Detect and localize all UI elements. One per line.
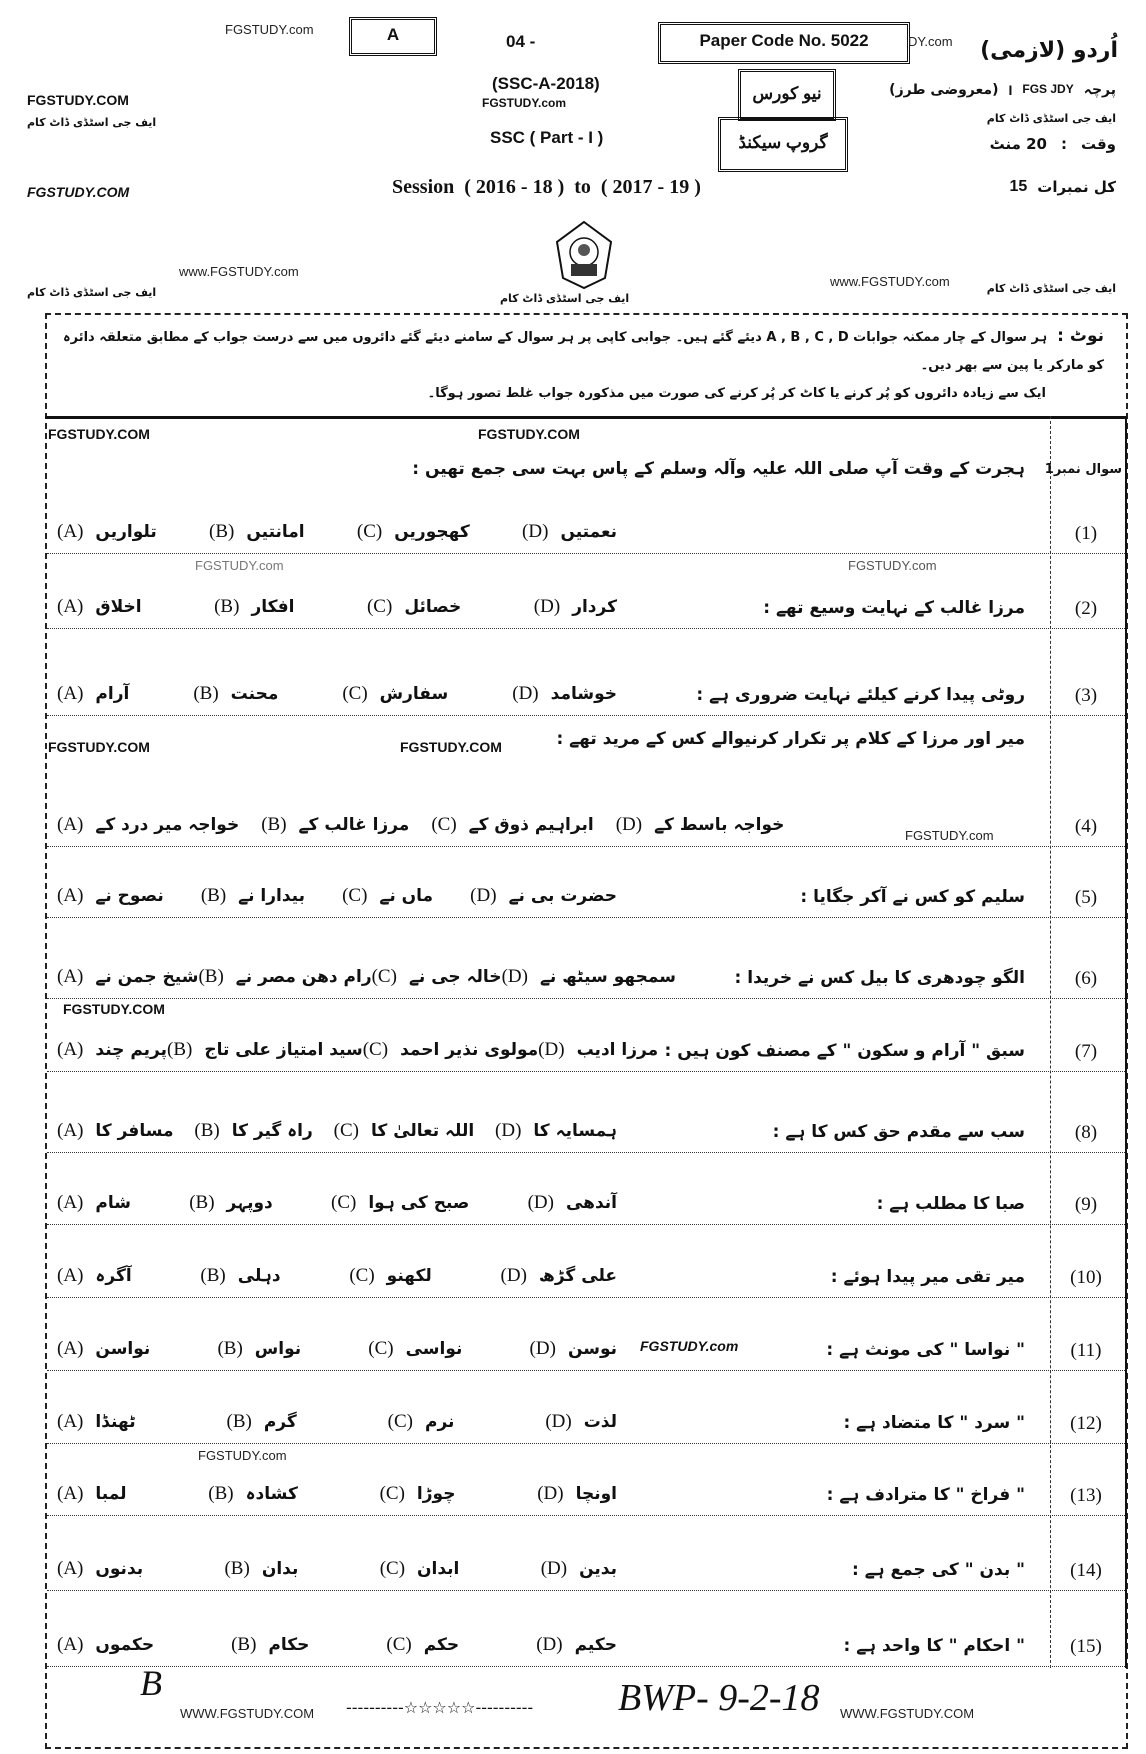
- option-c: [349, 1265, 431, 1287]
- options: [57, 1265, 617, 1287]
- option-text: بدنوں: [95, 1559, 144, 1579]
- option-letter: (C): [368, 1338, 394, 1359]
- option-text: حکیم: [574, 1635, 617, 1655]
- option-text: دوپہر: [226, 1193, 273, 1213]
- option-a: [57, 1634, 154, 1656]
- option-text: نواسی: [405, 1339, 463, 1359]
- option-text: پریم چند: [95, 1040, 167, 1060]
- option-b: [224, 1558, 298, 1580]
- watermark: FGSTUDY.com: [848, 558, 937, 573]
- option-letter: (C): [342, 683, 368, 704]
- option-b: [189, 1192, 273, 1214]
- option-letter: (A): [57, 1192, 84, 1213]
- watermark: FGSTUDY.com: [482, 96, 567, 110]
- watermark: ایف جی اسٹڈی ڈاٹ کام: [27, 286, 157, 299]
- option-text: ابدان: [417, 1559, 460, 1579]
- option-b: [214, 596, 294, 618]
- option-text: ابراہیم ذوق کے: [468, 815, 594, 835]
- option-c: [388, 1411, 455, 1433]
- option-text: خصائل: [404, 597, 462, 617]
- option-letter: (A): [57, 885, 84, 906]
- option-a: [57, 1338, 150, 1360]
- option-letter: (B): [226, 1411, 252, 1432]
- option-letter: (D): [527, 1192, 554, 1213]
- option-letter: (C): [356, 521, 383, 542]
- options: [57, 814, 877, 836]
- option-c: [372, 966, 502, 988]
- option-text: شام: [95, 1193, 131, 1213]
- question-row: [47, 629, 1125, 716]
- option-text: سفارش: [379, 684, 449, 704]
- option-text: نواس: [254, 1339, 302, 1359]
- watermark: FGSTUDY.com: [225, 22, 314, 37]
- option-a: [57, 1558, 143, 1580]
- option-b: [208, 1483, 298, 1505]
- option-d: [528, 1192, 617, 1214]
- option-letter: (C): [366, 596, 393, 617]
- option-letter: (D): [540, 1558, 568, 1579]
- note-label: نوٹ :: [1057, 326, 1104, 346]
- marks-label: کل نمبرات: [1037, 178, 1116, 196]
- course-box: نیو کورس: [738, 69, 836, 121]
- option-letter: (B): [214, 596, 240, 617]
- handwritten-code: BWP- 9-2-18: [618, 1677, 820, 1719]
- paper-label: پرچہ: [1083, 82, 1116, 98]
- question-text: " بدن " کی جمع ہے :: [851, 1560, 1025, 1580]
- level-label: SSC ( Part - I ): [490, 128, 604, 147]
- watermark: FGSTUDY.COM: [48, 426, 150, 442]
- question-text: مرزا غالب کے نہایت وسیع تھے :: [763, 598, 1025, 618]
- option-d: [616, 814, 785, 836]
- option-text: چوڑا: [416, 1484, 456, 1504]
- watermark: ایف جی اسٹڈی ڈاٹ کام: [500, 292, 630, 305]
- option-text: نواسن: [95, 1339, 151, 1359]
- option-letter: (A): [57, 1265, 84, 1286]
- option-b: [200, 1265, 280, 1287]
- option-b: [227, 1411, 297, 1433]
- question-text: سب سے مقدم حق کس کا ہے :: [772, 1122, 1025, 1142]
- option-text: خالہ جی نے: [408, 967, 502, 987]
- question-text: " احکام " کا واحد ہے :: [843, 1636, 1025, 1656]
- option-letter: (D): [533, 596, 561, 617]
- exam-code: (SSC-A-2018): [492, 74, 600, 93]
- options: [57, 1039, 659, 1061]
- watermark: WWW.FGSTUDY.COM: [840, 1706, 975, 1721]
- option-text: حکام: [268, 1635, 310, 1655]
- options: [57, 1483, 617, 1505]
- stars-separator: ----------☆☆☆☆☆----------: [346, 1698, 534, 1717]
- option-text: لکھنو: [386, 1266, 432, 1286]
- watermark: FGSTUDY.com: [640, 1338, 739, 1354]
- watermark: www.FGSTUDY.com: [830, 274, 950, 289]
- option-letter: (C): [349, 1265, 375, 1286]
- option-d: [536, 1634, 617, 1656]
- option-text: ہمسایہ کا: [533, 1121, 617, 1141]
- option-letter: (B): [200, 1265, 226, 1286]
- question-row: [47, 1591, 1125, 1667]
- options: [57, 1558, 617, 1580]
- option-text: آندھی: [565, 1193, 617, 1213]
- question-number: (14): [1070, 1560, 1102, 1581]
- question-number: (11): [1070, 1340, 1102, 1361]
- option-letter: (D): [529, 1338, 556, 1359]
- option-a: [57, 596, 142, 618]
- option-letter: (B): [167, 1039, 193, 1060]
- paper-version-box: A: [349, 17, 437, 56]
- option-c: [331, 1192, 469, 1214]
- option-letter: (A): [57, 814, 84, 835]
- question-text: میر تقی میر پیدا ہوئے :: [830, 1267, 1025, 1287]
- option-text: کشادہ: [245, 1484, 298, 1504]
- option-b: [201, 885, 305, 907]
- option-letter: (B): [208, 1483, 234, 1504]
- option-letter: (C): [342, 885, 368, 906]
- watermark: FGSTUDY.COM: [27, 92, 129, 108]
- options: [57, 683, 617, 705]
- option-text: مولوی نذیر احمد: [400, 1040, 539, 1060]
- options: [57, 1338, 617, 1360]
- note-line-1: ہر سوال کے چار ممکنہ جوابات A , B , C , D دیئے گئے ہیں۔ جوابی کاپی پر ہر سوال کے سامنے دیئے گئے دائروں میں سے درست جواب کے مطابق متعلقہ دائرہ کو مارکر یا پین سے بھر دیں۔: [63, 330, 1104, 373]
- option-letter: (A): [57, 966, 84, 987]
- question-text: " نواسا " کی مونث ہے :: [826, 1340, 1025, 1360]
- option-letter: (D): [538, 1039, 565, 1060]
- option-text: تلواریں: [95, 522, 157, 542]
- option-letter: (D): [545, 1411, 572, 1432]
- question-number: (6): [1074, 968, 1098, 989]
- option-letter: (A): [57, 1483, 84, 1504]
- option-letter: (C): [333, 1120, 359, 1141]
- question-number: (7): [1074, 1041, 1098, 1062]
- question-number: (2): [1074, 598, 1098, 619]
- option-a: [57, 814, 239, 836]
- question-text: الگو چودھری کا بیل کس نے خریدا :: [734, 968, 1025, 988]
- option-letter: (B): [200, 885, 227, 906]
- option-d: [512, 683, 617, 705]
- option-b: [209, 521, 305, 543]
- option-letter: (A): [57, 1039, 84, 1060]
- option-text: لذت: [583, 1412, 617, 1432]
- option-letter: (C): [379, 1483, 405, 1504]
- option-d: [534, 596, 617, 618]
- option-text: خواجہ باسط کے: [654, 815, 785, 835]
- question-number: (8): [1074, 1122, 1098, 1143]
- option-b: [167, 1039, 363, 1061]
- option-d: [501, 1265, 617, 1287]
- option-text: سید امتیاز علی تاج: [204, 1040, 363, 1060]
- question-number: (3): [1074, 685, 1098, 706]
- watermark: FGSTUDY.com: [198, 1448, 287, 1463]
- option-text: مرزا ادیب: [576, 1040, 659, 1060]
- question-text: صبا کا مطلب ہے :: [876, 1194, 1025, 1214]
- question-row: [47, 1072, 1125, 1153]
- option-c: [342, 683, 448, 705]
- option-text: افکار: [251, 597, 295, 617]
- option-text: گرم: [263, 1412, 297, 1432]
- paper-info: [889, 82, 1116, 98]
- question-text: سبق " آرام و سکون " کے مصنف کون ہیں :: [664, 1041, 1025, 1061]
- option-d: [495, 1120, 617, 1142]
- session-line: Session ( 2016 - 18 ) to ( 2017 - 19 ): [392, 176, 701, 198]
- subject-title: اُردو (لازمی): [980, 38, 1118, 63]
- option-letter: (D): [470, 885, 497, 906]
- watermark: FGSTUDY.COM: [400, 739, 502, 755]
- question-row: [47, 847, 1125, 918]
- option-a: [57, 1192, 131, 1214]
- option-a: [57, 1265, 132, 1287]
- marks-value: 15: [1009, 178, 1028, 195]
- option-d: [537, 1483, 617, 1505]
- option-d: [470, 885, 617, 907]
- option-text: مرزا غالب کے: [298, 815, 410, 835]
- option-text: دہلی: [237, 1266, 281, 1286]
- watermark: FGS JDY: [1022, 82, 1074, 96]
- option-letter: (B): [193, 683, 219, 704]
- handwritten-letter: B: [140, 1663, 162, 1703]
- option-text: بدین: [579, 1559, 617, 1579]
- option-letter: (C): [371, 966, 397, 987]
- question-row: [47, 1371, 1125, 1444]
- option-letter: (B): [189, 1192, 215, 1213]
- option-text: کردار: [572, 597, 617, 617]
- note-block: [54, 322, 1104, 408]
- option-letter: (D): [522, 521, 549, 542]
- option-letter: (B): [231, 1634, 257, 1655]
- option-text: کھجوریں: [394, 522, 470, 542]
- question-row: [47, 1153, 1125, 1225]
- question-text: ہجرت کے وقت آپ صلی اللہ علیہ وآلہ وسلم کے پاس بہت سی جمع تھیں :: [412, 459, 1025, 479]
- option-text: اخلاق: [95, 597, 142, 617]
- option-letter: (C): [387, 1411, 413, 1432]
- question-row: [47, 1298, 1125, 1371]
- question-number: (10): [1070, 1267, 1102, 1288]
- option-letter: (D): [512, 683, 539, 704]
- time-value: 20 منٹ: [989, 135, 1047, 153]
- option-letter: (B): [224, 1558, 250, 1579]
- question-number: (5): [1074, 887, 1098, 908]
- option-letter: (A): [57, 683, 84, 704]
- time-label: وقت: [1080, 135, 1116, 153]
- option-letter: (C): [379, 1558, 406, 1579]
- options: [57, 1120, 617, 1142]
- option-letter: (B): [261, 814, 287, 835]
- options: [57, 1411, 617, 1433]
- option-text: حکموں: [95, 1635, 155, 1655]
- option-text: حضرت بی نے: [508, 886, 617, 906]
- option-text: مسافر کا: [95, 1121, 174, 1141]
- options: [57, 521, 617, 543]
- option-a: [57, 1411, 136, 1433]
- marks-info: [1010, 178, 1117, 196]
- option-text: صبح کی ہوا: [368, 1193, 470, 1213]
- option-letter: (C): [331, 1192, 357, 1213]
- option-text: نعمتیں: [560, 522, 617, 542]
- option-letter: (D): [500, 1265, 527, 1286]
- option-text: خوشامد: [550, 684, 617, 704]
- option-text: حکم: [423, 1635, 460, 1655]
- option-c: [357, 521, 470, 543]
- option-c: [363, 1039, 538, 1061]
- question-row: [47, 918, 1125, 999]
- option-a: [57, 683, 129, 705]
- question-number: (15): [1070, 1636, 1102, 1657]
- group-box: گروپ سیکنڈ: [718, 117, 848, 172]
- question-row: [47, 416, 1125, 554]
- option-letter: (D): [537, 1483, 564, 1504]
- board-seal-logo: [553, 220, 615, 290]
- watermark: WWW.FGSTUDY.COM: [180, 1706, 315, 1721]
- option-text: آرام: [95, 684, 130, 704]
- page-number: 04 -: [506, 32, 536, 51]
- option-c: [386, 1634, 459, 1656]
- option-text: راہ گیر کا: [231, 1121, 313, 1141]
- question-number: (1): [1074, 523, 1098, 544]
- watermark: ایف جی اسٹڈی ڈاٹ کام: [986, 112, 1116, 125]
- question-text: سلیم کو کس نے آکر جگایا :: [800, 887, 1025, 907]
- option-c: [342, 885, 433, 907]
- option-c: [367, 596, 461, 618]
- question-row: [47, 1225, 1125, 1298]
- option-letter: (B): [209, 521, 235, 542]
- option-letter: (B): [194, 1120, 220, 1141]
- option-c: [380, 1558, 460, 1580]
- option-d: [522, 521, 617, 543]
- option-letter: (B): [198, 966, 224, 987]
- section-label: سوال نمبر1: [1044, 462, 1122, 477]
- watermark: FGSTUDY.COM: [63, 1001, 165, 1017]
- question-number: (12): [1070, 1413, 1102, 1434]
- option-text: نوسن: [567, 1339, 617, 1359]
- option-text: نصوح نے: [95, 886, 164, 906]
- option-text: خواجہ میر درد کے: [95, 815, 240, 835]
- watermark: FGSTUDY.com: [905, 828, 994, 843]
- note-line-2: ایک سے زیادہ دائروں کو پُر کرنے یا کاٹ کر پُر کرنے کی صورت میں مذکورہ جواب غلط تصور ہوگا۔: [427, 386, 1046, 401]
- option-letter: (A): [57, 596, 84, 617]
- option-letter: (A): [57, 1120, 84, 1141]
- option-text: ماں نے: [379, 886, 434, 906]
- option-c: [334, 1120, 475, 1142]
- options: [57, 1634, 617, 1656]
- option-d: [502, 966, 676, 988]
- option-a: [57, 1120, 174, 1142]
- question-text: میر اور مرزا کے کلام پر تکرار کرنیوالے کس کے مرید تھے :: [556, 729, 1025, 749]
- question-text: " فراخ " کا مترادف ہے :: [826, 1485, 1025, 1505]
- option-text: لمبا: [95, 1484, 127, 1504]
- question-number: (13): [1070, 1485, 1102, 1506]
- options: [57, 885, 617, 907]
- question-row: [47, 1516, 1125, 1591]
- option-d: [545, 1411, 617, 1433]
- option-letter: (A): [57, 1411, 84, 1432]
- option-a: [57, 1039, 167, 1061]
- watermark: FGSTUDY.COM: [27, 184, 130, 200]
- option-d: [541, 1558, 617, 1580]
- option-a: [57, 885, 164, 907]
- option-letter: (A): [57, 1558, 84, 1579]
- options: [57, 966, 676, 988]
- option-d: [538, 1039, 658, 1061]
- option-text: امانتیں: [246, 522, 305, 542]
- option-c: [368, 1338, 462, 1360]
- option-d: [530, 1338, 617, 1360]
- watermark: FGSTUDY.COM: [478, 426, 580, 442]
- option-c: [431, 814, 593, 836]
- option-text: رام دھن مصر نے: [235, 967, 372, 987]
- option-letter: (D): [501, 966, 528, 987]
- watermark: FGSTUDY.com: [195, 558, 284, 573]
- option-text: اونچا: [575, 1484, 617, 1504]
- question-number: (4): [1074, 816, 1098, 837]
- option-letter: (C): [431, 814, 457, 835]
- paper-number: I: [1008, 82, 1013, 98]
- option-b: [231, 1634, 309, 1656]
- option-text: آگرہ: [95, 1266, 132, 1286]
- option-b: [198, 966, 371, 988]
- watermark: FGSTUDY.COM: [48, 739, 150, 755]
- option-c: [380, 1483, 456, 1505]
- option-b: [217, 1338, 301, 1360]
- option-b: [261, 814, 409, 836]
- watermark: www.FGSTUDY.com: [179, 264, 299, 279]
- watermark: DY.com: [908, 34, 953, 49]
- option-letter: (D): [536, 1634, 563, 1655]
- option-letter: (A): [57, 1634, 84, 1655]
- option-text: اللہ تعالیٰ کا: [371, 1121, 475, 1141]
- option-text: شیخ جمن نے: [95, 967, 199, 987]
- option-a: [57, 966, 198, 988]
- options: [57, 596, 617, 618]
- watermark: ایف جی اسٹڈی ڈاٹ کام: [27, 116, 157, 129]
- option-letter: (A): [57, 521, 84, 542]
- option-text: محنت: [230, 684, 279, 704]
- option-text: بدان: [261, 1559, 299, 1579]
- option-text: بیدارا نے: [238, 886, 305, 906]
- option-letter: (C): [386, 1634, 412, 1655]
- option-text: نرم: [424, 1412, 455, 1432]
- option-letter: (D): [615, 814, 643, 835]
- options: [57, 1192, 617, 1214]
- question-number: (9): [1074, 1194, 1098, 1215]
- question-text: روٹی پیدا کرنے کیلئے نہایت ضروری ہے :: [696, 685, 1025, 705]
- option-text: سمجھو سیٹھ نے: [539, 967, 676, 987]
- option-letter: (D): [495, 1120, 522, 1141]
- option-a: [57, 1483, 127, 1505]
- question-row: [47, 999, 1125, 1072]
- question-text: " سرد " کا متضاد ہے :: [843, 1413, 1025, 1433]
- option-letter: (B): [217, 1338, 243, 1359]
- paper-type: (معروضی طرز): [889, 82, 999, 98]
- option-b: [193, 683, 278, 705]
- option-letter: (C): [362, 1039, 389, 1060]
- watermark: ایف جی اسٹڈی ڈاٹ کام: [986, 282, 1116, 295]
- option-letter: (A): [57, 1338, 84, 1359]
- option-text: ٹھنڈا: [95, 1412, 136, 1432]
- time-info: وقت : 20 منٹ: [989, 135, 1116, 153]
- option-b: [194, 1120, 312, 1142]
- option-a: [57, 521, 157, 543]
- paper-code-box: Paper Code No. 5022: [658, 22, 910, 64]
- option-text: علی گڑھ: [538, 1266, 617, 1286]
